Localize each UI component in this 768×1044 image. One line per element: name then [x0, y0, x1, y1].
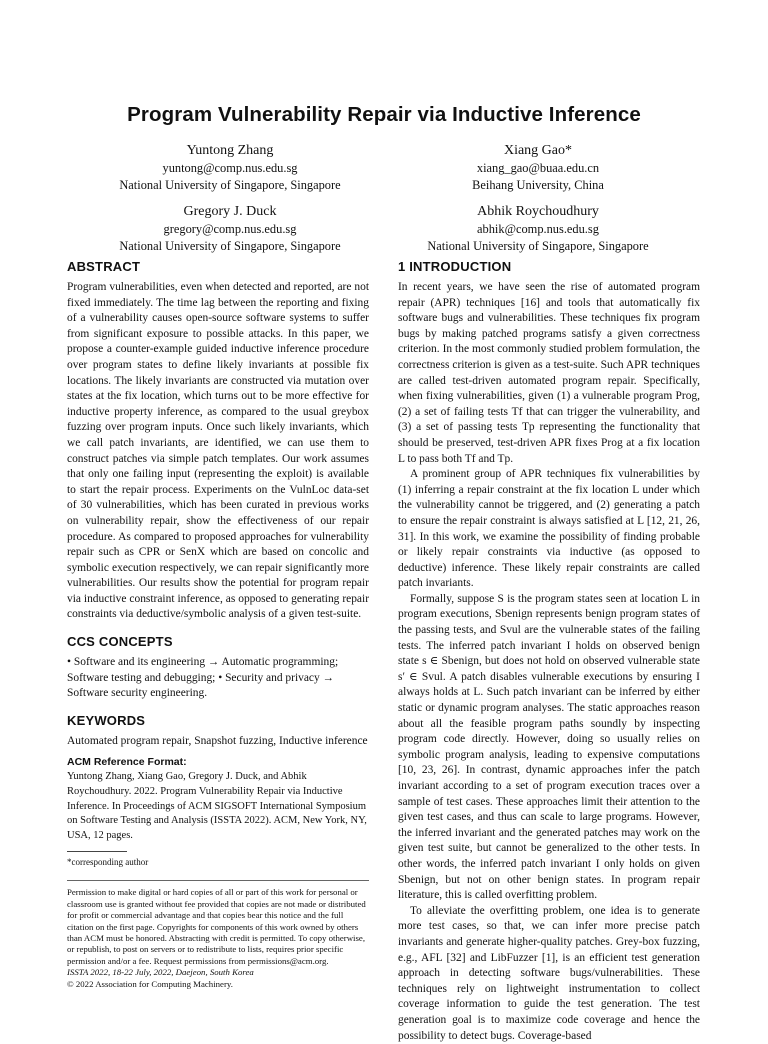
acm-reference-heading: ACM Reference Format: [67, 756, 187, 769]
keywords-heading: KEYWORDS [67, 712, 146, 728]
author-affiliation: National University of Singapore, Singapore [119, 177, 341, 192]
author-name: Abhik Roychoudhury [477, 204, 599, 219]
abstract-heading: ABSTRACT [67, 259, 141, 274]
intro-heading: 1 INTRODUCTION [398, 259, 512, 274]
footnote: *corresponding author [67, 857, 149, 868]
author-email: gregory@comp.nus.edu.sg [163, 222, 297, 236]
author-block [378, 141, 698, 193]
ccs-text: • Software and its engineering → Automatic programming; Software testing and debugging; • Security and privacy → Software security engineering. [67, 656, 339, 700]
permission-notice: Permission to make digital or hard copies of all or part of this work for personal or classroom use is granted without fee provided that copies are not made or distributed for profit or commercial advantage and that copies bear this notice and the full citation on the first page. Copyrights for components of this work owned by others than ACM must be honored. Abstracting with credit is permitted. To copy otherwise, or republish, to post on servers or to redistribute to lists, requires prior specific permission and/or a fee. Request permissions from permissions@acm.org. [67, 887, 366, 966]
author-affiliation: Beihang University, China [472, 177, 604, 192]
footnote-rule [67, 851, 127, 852]
intro-paragraph: In recent years, we have seen the rise of automated program repair (APR) techniques [16] and tools that automatically fix software bugs and vulnerabilities. These techniques fix program bugs by making patched programs satisfy a given correctness criterion. In the most commonly studied problem formulation, the correctness criterion is given as a test-suite. Such APR techniques are called test-driven automated program repair. Specifically, when fixing vulnerabilities, given (1) a vulnerable program Prog, (2) a set of failing tests Tf that can trigger the vulnerability, and (3) a set of passing tests Tp representing the functionality that should be preserved, test-driven APR fixes Prog at a fix location L to pass both Tf and Tp. [398, 281, 700, 465]
ccs-heading: CCS CONCEPTS [67, 634, 173, 650]
left-column [67, 258, 369, 990]
author-block [70, 202, 390, 254]
author-email: yuntong@comp.nus.edu.sg [162, 161, 298, 175]
venue-line: ISSTA 2022, 18-22 July, 2022, Daejeon, South Korea [67, 967, 254, 978]
keywords-text: Automated program repair, Snapshot fuzzing, Inductive inference [67, 734, 368, 747]
intro-paragraph: A prominent group of APR techniques fix vulnerabilities by (1) inferring a repair constraint at the fix location L under which the vulnerability cannot be triggered, and (2) generating a patch to ensure the repair constraint is always satisfied at L [12, 21, 26, 31]. In this work, we examine the possibility of finding probable or likely repair constraints via inductive (as opposed to deductive) inference. These likely repair constraints are called patch invariants. [398, 468, 700, 590]
acm-reference-text: Yuntong Zhang, Xiang Gao, Gregory J. Duck, and Abhik Roychoudhury. 2022. Program Vulnerability Repair via Inductive Inference. In Proceedings of ACM SIGSOFT International Symposium on Software Testing and Analysis (ISSTA 2022). ACM, New York, NY, USA, 12 pages. [67, 771, 367, 841]
permission-rule [67, 880, 369, 881]
author-block [70, 141, 390, 193]
abstract-text: Program vulnerabilities, even when detected and reported, are not fixed immediately. The time lag between the reporting and fixing of a vulnerability causes open-source software systems to suffer from significant exposure to possible attacks. In this paper, we propose a counter-example guided inductive inference procedure over program states to define likely invariants at possible fix locations. The likely invariants are constructed via mutation over states at the fix location, which turns out to be more effective for inductive property inference, as compared to the usual greybox fuzzing over program inputs. Once such likely invariants, which we call patch invariants, are identified, we can use them to construct patches via simple patch templates. Our work assumes that only one failing input (representing the exploit) is available to start the repair process. Experiments on the VulnLoc data-set of 30 vulnerabilities, which has been curated in previous works on vulnerability repair, show the effectiveness of our repair procedure. As compared to proposed approaches for vulnerability repair such as CPR or SenX which are based on concolic and symbolic execution respectively, we can repair significantly more vulnerabilities. Our results show the potential for program repair via inductive constraint inference, as opposed to generating repair constraints via deductive/symbolic analysis of a given test-suite. [67, 281, 369, 621]
right-column [398, 258, 700, 1044]
author-affiliation: National University of Singapore, Singapore [119, 238, 341, 253]
paper-title: Program Vulnerability Repair via Inductive Inference [127, 103, 641, 126]
author-affiliation: National University of Singapore, Singapore [427, 238, 649, 253]
author-name: Gregory J. Duck [183, 204, 277, 219]
author-block [378, 202, 698, 254]
intro-paragraph: To alleviate the overfitting problem, one idea is to generate more test cases, so that, we can infer more precise patch invariants and generate higher-quality patches. Grey-box fuzzing, e.g., AFL [32] and LibFuzzer [1], is an efficient test generation approach in detecting software bugs/vulnerabilities. These techniques rely on lightweight instrumentation to collect coverage information to guide the test generation. The test generation goal is to maximize code coverage and hence the possibility to detect bugs. Coverage-based [398, 904, 700, 1042]
intro-paragraph: Formally, suppose S is the program states seen at location L in program executions, Sbenign represents benign program states of the passing tests, and Svul are the vulnerable states of the failing tests. The inferred patch invariant I holds on observed benign state s ∈ Sbenign, but does not hold on observed vulnerable state s′ ∈ Svul. A patch disables vulnerable executions by ensuring I always holds at L. Such patch invariant can be inferred by either static or dynamic program analyses. The static approaches reason about all the feasible program paths soundly by inspecting program code directly. However, doing so usually relies on symbolic program analysis, leading to expensive computations [10, 23, 26]. In contrast, dynamic approaches infer the patch invariant according to a set of program execution traces over a sample of test cases. These approaches limit their attention to the given test cases, and thus can scale to large programs. However, the inferred invariant and the generated patches may work on the given test suite, but cannot be generalized to the other tests. In other words, the inferred patch invariant I only holds on given Sbenign, but not on other benign states. In program repair literature, this is called overfitting problem. [398, 592, 700, 902]
author-email: abhik@comp.nus.edu.sg [477, 222, 599, 236]
copyright-line: © 2022 Association for Computing Machinery. [67, 978, 233, 989]
author-name: Xiang Gao* [503, 143, 573, 158]
author-name: Yuntong Zhang [186, 143, 274, 158]
author-email: xiang_gao@buaa.edu.cn [476, 161, 600, 175]
